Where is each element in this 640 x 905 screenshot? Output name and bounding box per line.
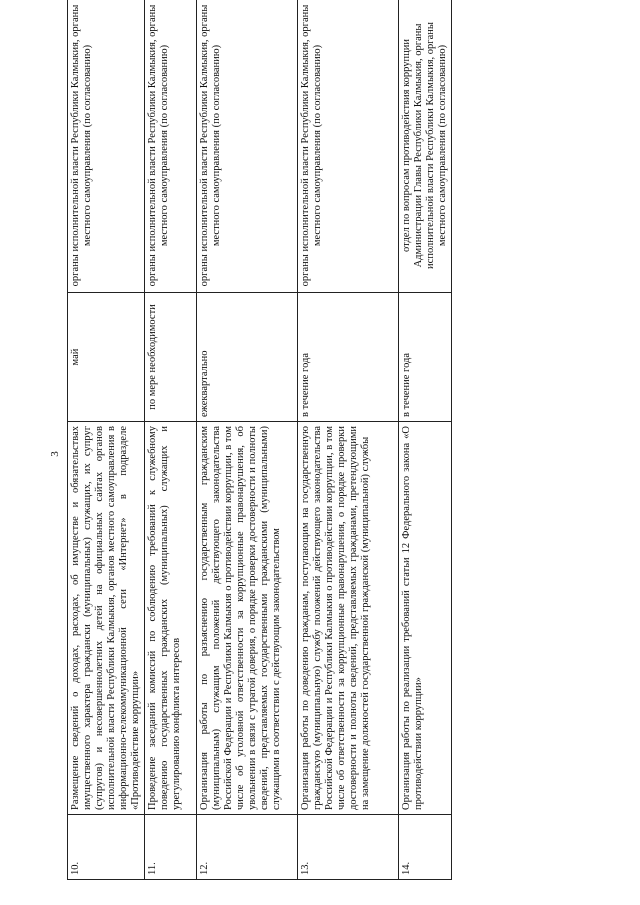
row-number: 14. — [398, 815, 451, 880]
measure-text: Проведение заседаний комиссий по соблюдению требований к служебному поведению государственных гражданских (муниципальных) служащих и урегулированию конфликта интересов — [144, 422, 196, 815]
measure-text: Организация работы по доведению гражданам, поступающим на государственную гражданскую (муниципальную) службу положений действующего законодательства Российской Федерации и Республики Калмыкия о противодействии коррупции, в том числе об ответственности за коррупционные правонарушения, о порядке проверки достоверности и полноты сведений, представляемых гражданами, претендующими на замещение должностей государственной гражданской (муниципальной) службы — [297, 422, 398, 815]
deadline-text: в течение года — [398, 293, 451, 422]
responsible-text: органы исполнительной власти Республики Калмыкия, органы местного самоуправления (по согласованию) — [297, 0, 398, 293]
table-row — [398, 0, 451, 880]
table-row — [297, 0, 398, 880]
table-row — [68, 0, 145, 880]
deadline-text: по мере необходимости — [144, 293, 196, 422]
measure-text: Организация работы по разъяснению государственным гражданским (муниципальным) служащим положений действующего законодательства Российской Федерации и Республики Калмыкия о противодействии коррупции, в том числе об уголовной ответственности за коррупционные правонарушения, об увольнении в связи с утратой доверия, о порядке проверки достоверности и полноты сведений, представляемых государственными гражданскими (муниципальными) служащими в соответствии с действующим законодательством — [196, 422, 297, 815]
table-row — [144, 0, 196, 880]
responsible-text: отдел по вопросам противодействия коррупции Администрации Главы Республики Калмыкия, органы исполнительной власти Республики Калмыкия, органы местного самоуправления (по согласованию) — [398, 0, 451, 293]
deadline-text: май — [68, 293, 145, 422]
deadline-text: ежеквартально — [196, 293, 297, 422]
deadline-text: в течение года — [297, 293, 398, 422]
page-number: 3 — [49, 451, 61, 457]
measures-table — [67, 0, 452, 880]
responsible-text: органы исполнительной власти Республики Калмыкия, органы местного самоуправления (по согласованию) — [68, 0, 145, 293]
row-number: 13. — [297, 815, 398, 880]
rotated-table-wrapper — [67, 4, 450, 880]
measure-text: Организация работы по реализации требований статьи 12 Федерального закона «О противодействии коррупции» — [398, 422, 451, 815]
responsible-text: органы исполнительной власти Республики Калмыкия, органы местного самоуправления (по согласованию) — [144, 0, 196, 293]
responsible-text: органы исполнительной власти Республики Калмыкия, органы местного самоуправления (по согласованию) — [196, 0, 297, 293]
row-number: 11. — [144, 815, 196, 880]
measure-text: Размещение сведений о доходах, расходах, об имуществе и обязательствах имущественного характера граждански (муниципальных) служащих, их супруг (супругов) и несовершеннолетних детей на официальных сайтах органов исполнительной власти Республики Калмыкия, органов местного самоуправления в информационно-телекоммуникационной сети «Интернет» в подразделе «Противодействие коррупции» — [68, 422, 145, 815]
table-row — [196, 0, 297, 880]
row-number: 12. — [196, 815, 297, 880]
row-number: 10. — [68, 815, 145, 880]
